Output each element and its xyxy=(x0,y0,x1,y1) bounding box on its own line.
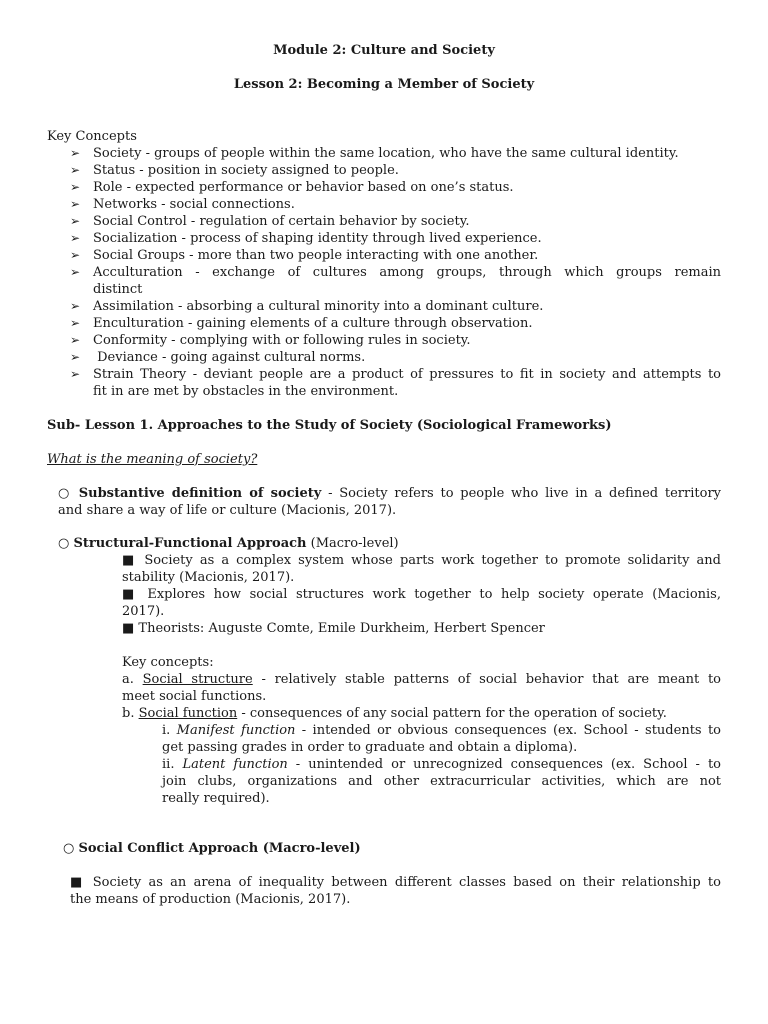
square-bullet-icon: ■ xyxy=(122,553,138,568)
point-text-cont: stability (Macionis, 2017). xyxy=(122,570,295,585)
concept-a xyxy=(122,671,721,688)
list-item-continuation: fit in are met by obstacles in the environment. xyxy=(93,384,399,399)
list-item: Social Groups - more than two people interacting with one another. xyxy=(93,248,539,263)
structural-heading xyxy=(58,535,399,552)
key-concepts-heading: Key Concepts xyxy=(47,129,137,144)
section-question: What is the meaning of society? xyxy=(47,452,258,467)
bullet-arrow-icon: ➢ xyxy=(70,231,81,245)
sub-concept-text-cont: join clubs, organizations and other extracurricular activities, which are not xyxy=(162,774,721,789)
concept-text: - relatively stable patterns of social behavior that are meant to xyxy=(252,672,722,687)
concept-prefix: b. xyxy=(122,706,139,721)
substantive-label: Substantive definition of society xyxy=(78,486,322,501)
key-concepts-label: Key concepts: xyxy=(122,655,214,670)
module-title: Module 2: Culture and Society xyxy=(273,43,495,58)
bullet-arrow-icon: ➢ xyxy=(70,163,81,177)
concept-b xyxy=(122,705,667,722)
list-item-continuation: distinct xyxy=(93,282,143,297)
bullet-arrow-icon: ➢ xyxy=(70,197,81,211)
sub-concept-text: - unintended or unrecognized consequences (ex. School - to xyxy=(287,757,721,772)
sub-lesson-title: Sub- Lesson 1. Approaches to the Study of Society (Sociological Frameworks) xyxy=(47,418,612,433)
sub-concept-term: Manifest function xyxy=(176,723,296,738)
bullet-arrow-icon: ➢ xyxy=(70,299,81,313)
point-text: Society as a complex system whose parts work together to promote solidarity and xyxy=(137,553,721,568)
structural-point-1 xyxy=(122,552,721,569)
list-item: Role - expected performance or behavior based on one’s status. xyxy=(93,180,514,195)
list-item: Status - position in society assigned to people. xyxy=(93,163,399,178)
concept-prefix: a. xyxy=(122,672,143,687)
list-item: Acculturation - exchange of cultures among groups, through which groups remain xyxy=(93,265,721,280)
bullet-arrow-icon: ➢ xyxy=(70,214,81,228)
conflict-heading xyxy=(63,840,361,857)
sub-concept-text-cont: really required). xyxy=(162,791,270,806)
point-text: Explores how social structures work together to help society operate (Macionis, xyxy=(138,587,721,602)
structural-label: Structural-Functional Approach xyxy=(73,536,307,551)
substantive-text-cont: and share a way of life or culture (Macionis, 2017). xyxy=(58,503,397,518)
list-item: Assimilation - absorbing a cultural minority into a dominant culture. xyxy=(93,299,544,314)
list-item: Socialization - process of shaping identity through lived experience. xyxy=(93,231,542,246)
bullet-arrow-icon: ➢ xyxy=(70,180,81,194)
sub-concept-text: - intended or obvious consequences (ex. School - students to xyxy=(295,723,721,738)
structural-level: (Macro-level) xyxy=(306,536,399,551)
circle-bullet-icon: ○ xyxy=(58,536,70,551)
bullet-arrow-icon: ➢ xyxy=(70,248,81,262)
list-item: Networks - social connections. xyxy=(93,197,295,212)
concept-text-cont: meet social functions. xyxy=(122,689,267,704)
list-item: Social Control - regulation of certain behavior by society. xyxy=(93,214,470,229)
circle-bullet-icon: ○ xyxy=(58,486,72,501)
structural-point-3 xyxy=(122,620,545,637)
bullet-arrow-icon: ➢ xyxy=(70,146,81,160)
sub-concept-prefix: i. xyxy=(162,723,177,738)
bullet-arrow-icon: ➢ xyxy=(70,333,81,347)
point-text-cont: the means of production (Macionis, 2017). xyxy=(70,892,351,907)
concept-term: Social structure xyxy=(142,672,253,687)
list-item: Society - groups of people within the same location, who have the same cultural identity. xyxy=(93,146,679,161)
bullet-arrow-icon: ➢ xyxy=(70,265,81,279)
conflict-point xyxy=(70,874,721,891)
substantive-definition xyxy=(58,485,721,502)
lesson-title: Lesson 2: Becoming a Member of Society xyxy=(233,77,535,92)
substantive-text: - Society refers to people who live in a defined territory xyxy=(321,486,722,501)
square-bullet-icon: ■ xyxy=(122,587,139,602)
list-item: Deviance - going against cultural norms. xyxy=(93,350,366,365)
bullet-arrow-icon: ➢ xyxy=(70,316,81,330)
point-text-cont: 2017). xyxy=(122,604,165,619)
list-item: Enculturation - gaining elements of a culture through observation. xyxy=(93,316,533,331)
sub-concept-prefix: ii. xyxy=(162,757,183,772)
bullet-arrow-icon: ➢ xyxy=(70,350,81,364)
concept-term: Social function xyxy=(138,706,238,721)
concept-text: - consequences of any social pattern for the operation of society. xyxy=(237,706,667,721)
circle-bullet-icon: ○ xyxy=(63,841,75,856)
conflict-label: Social Conflict Approach (Macro-level) xyxy=(78,841,361,856)
structural-point-2 xyxy=(122,586,721,603)
sub-concept-text-cont: get passing grades in order to graduate and obtain a diploma). xyxy=(162,740,578,755)
square-bullet-icon: ■ xyxy=(122,621,135,636)
list-item: Conformity - complying with or following rules in society. xyxy=(93,333,471,348)
point-text: Society as an arena of inequality between different classes based on their relationship to xyxy=(85,875,721,890)
bullet-arrow-icon: ➢ xyxy=(70,367,81,381)
list-item: Strain Theory - deviant people are a product of pressures to fit in society and attempts to xyxy=(93,367,721,382)
point-text: Theorists: Auguste Comte, Emile Durkheim, Herbert Spencer xyxy=(134,621,545,636)
sub-concept-i xyxy=(162,722,721,739)
sub-concept-ii xyxy=(162,756,721,773)
sub-concept-term: Latent function xyxy=(182,757,288,772)
square-bullet-icon: ■ xyxy=(70,875,86,890)
